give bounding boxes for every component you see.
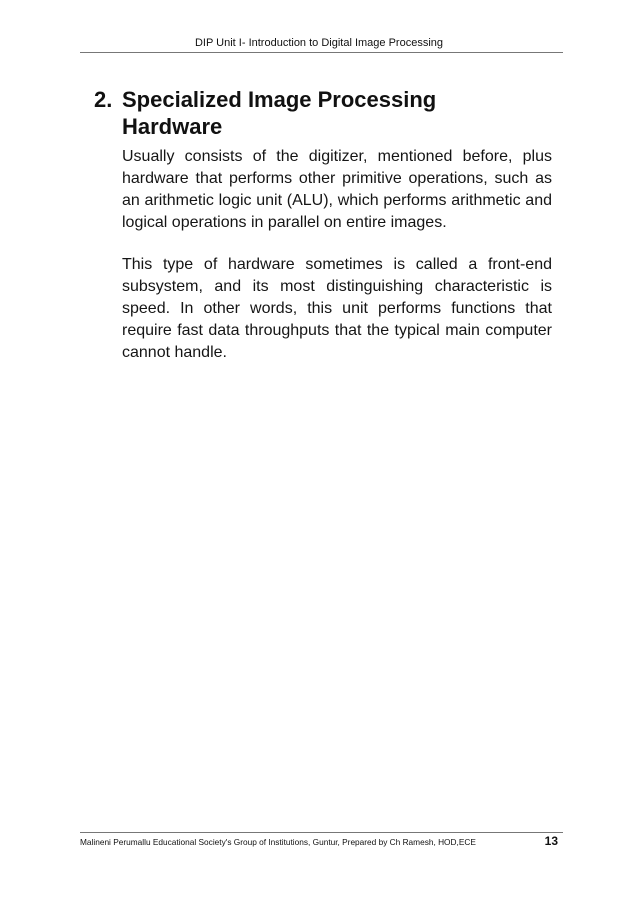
- paragraph-2: This type of hardware sometimes is called a front-end subsystem, and its most distinguishing characteristic is speed. In other words, this unit performs functions that require fast data throughputs that the typical main computer cannot handle.: [122, 256, 552, 361]
- section-number: 2.: [94, 87, 113, 112]
- section-title-line1: Specialized Image Processing: [122, 87, 437, 112]
- footer-text: Malineni Perumallu Educational Society's Group of Institutions, Guntur, Prepared by Ch Ramesh, HOD,ECE: [80, 837, 476, 847]
- footer-divider: [80, 832, 563, 833]
- section-heading: [94, 86, 564, 140]
- section-title-line2: Hardware: [122, 114, 223, 139]
- running-header: DIP Unit I- Introduction to Digital Image Processing: [194, 37, 444, 49]
- paragraph-1: Usually consists of the digitizer, mentioned before, plus hardware that performs other primitive operations, such as an arithmetic logic unit (ALU), which performs arithmetic and logical operations in parallel on entire images.: [122, 148, 552, 231]
- header-divider: [80, 52, 563, 53]
- page-number: 13: [544, 834, 558, 848]
